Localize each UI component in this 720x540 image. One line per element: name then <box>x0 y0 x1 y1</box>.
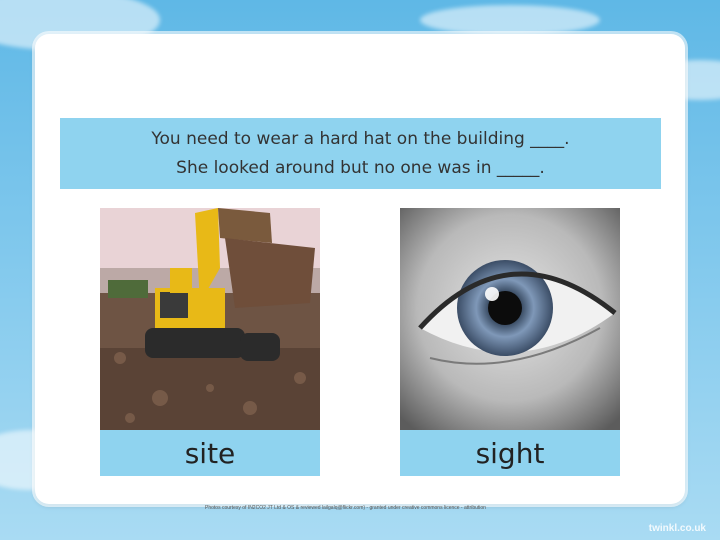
word-site: site <box>184 436 236 470</box>
photo-credit: Photos courtesy of IN2CO2 JT Ltd & OS & reviewed lailgalq@flickr.com) - granted under creative commons licence - attribution <box>205 505 486 511</box>
twinkl-watermark: twinkl.co.uk <box>648 523 706 534</box>
word-card-site[interactable] <box>100 430 320 476</box>
word-card-sight[interactable] <box>400 430 620 476</box>
sentence-2: She looked around but no one was in _____. <box>176 157 545 178</box>
word-sight: sight <box>475 436 545 470</box>
sentence-1: You need to wear a hard hat on the building ____. <box>151 128 570 149</box>
background-cloud <box>420 5 600 35</box>
sentence-panel <box>60 118 661 189</box>
eye-photo <box>400 208 620 430</box>
excavator-photo <box>100 208 320 430</box>
